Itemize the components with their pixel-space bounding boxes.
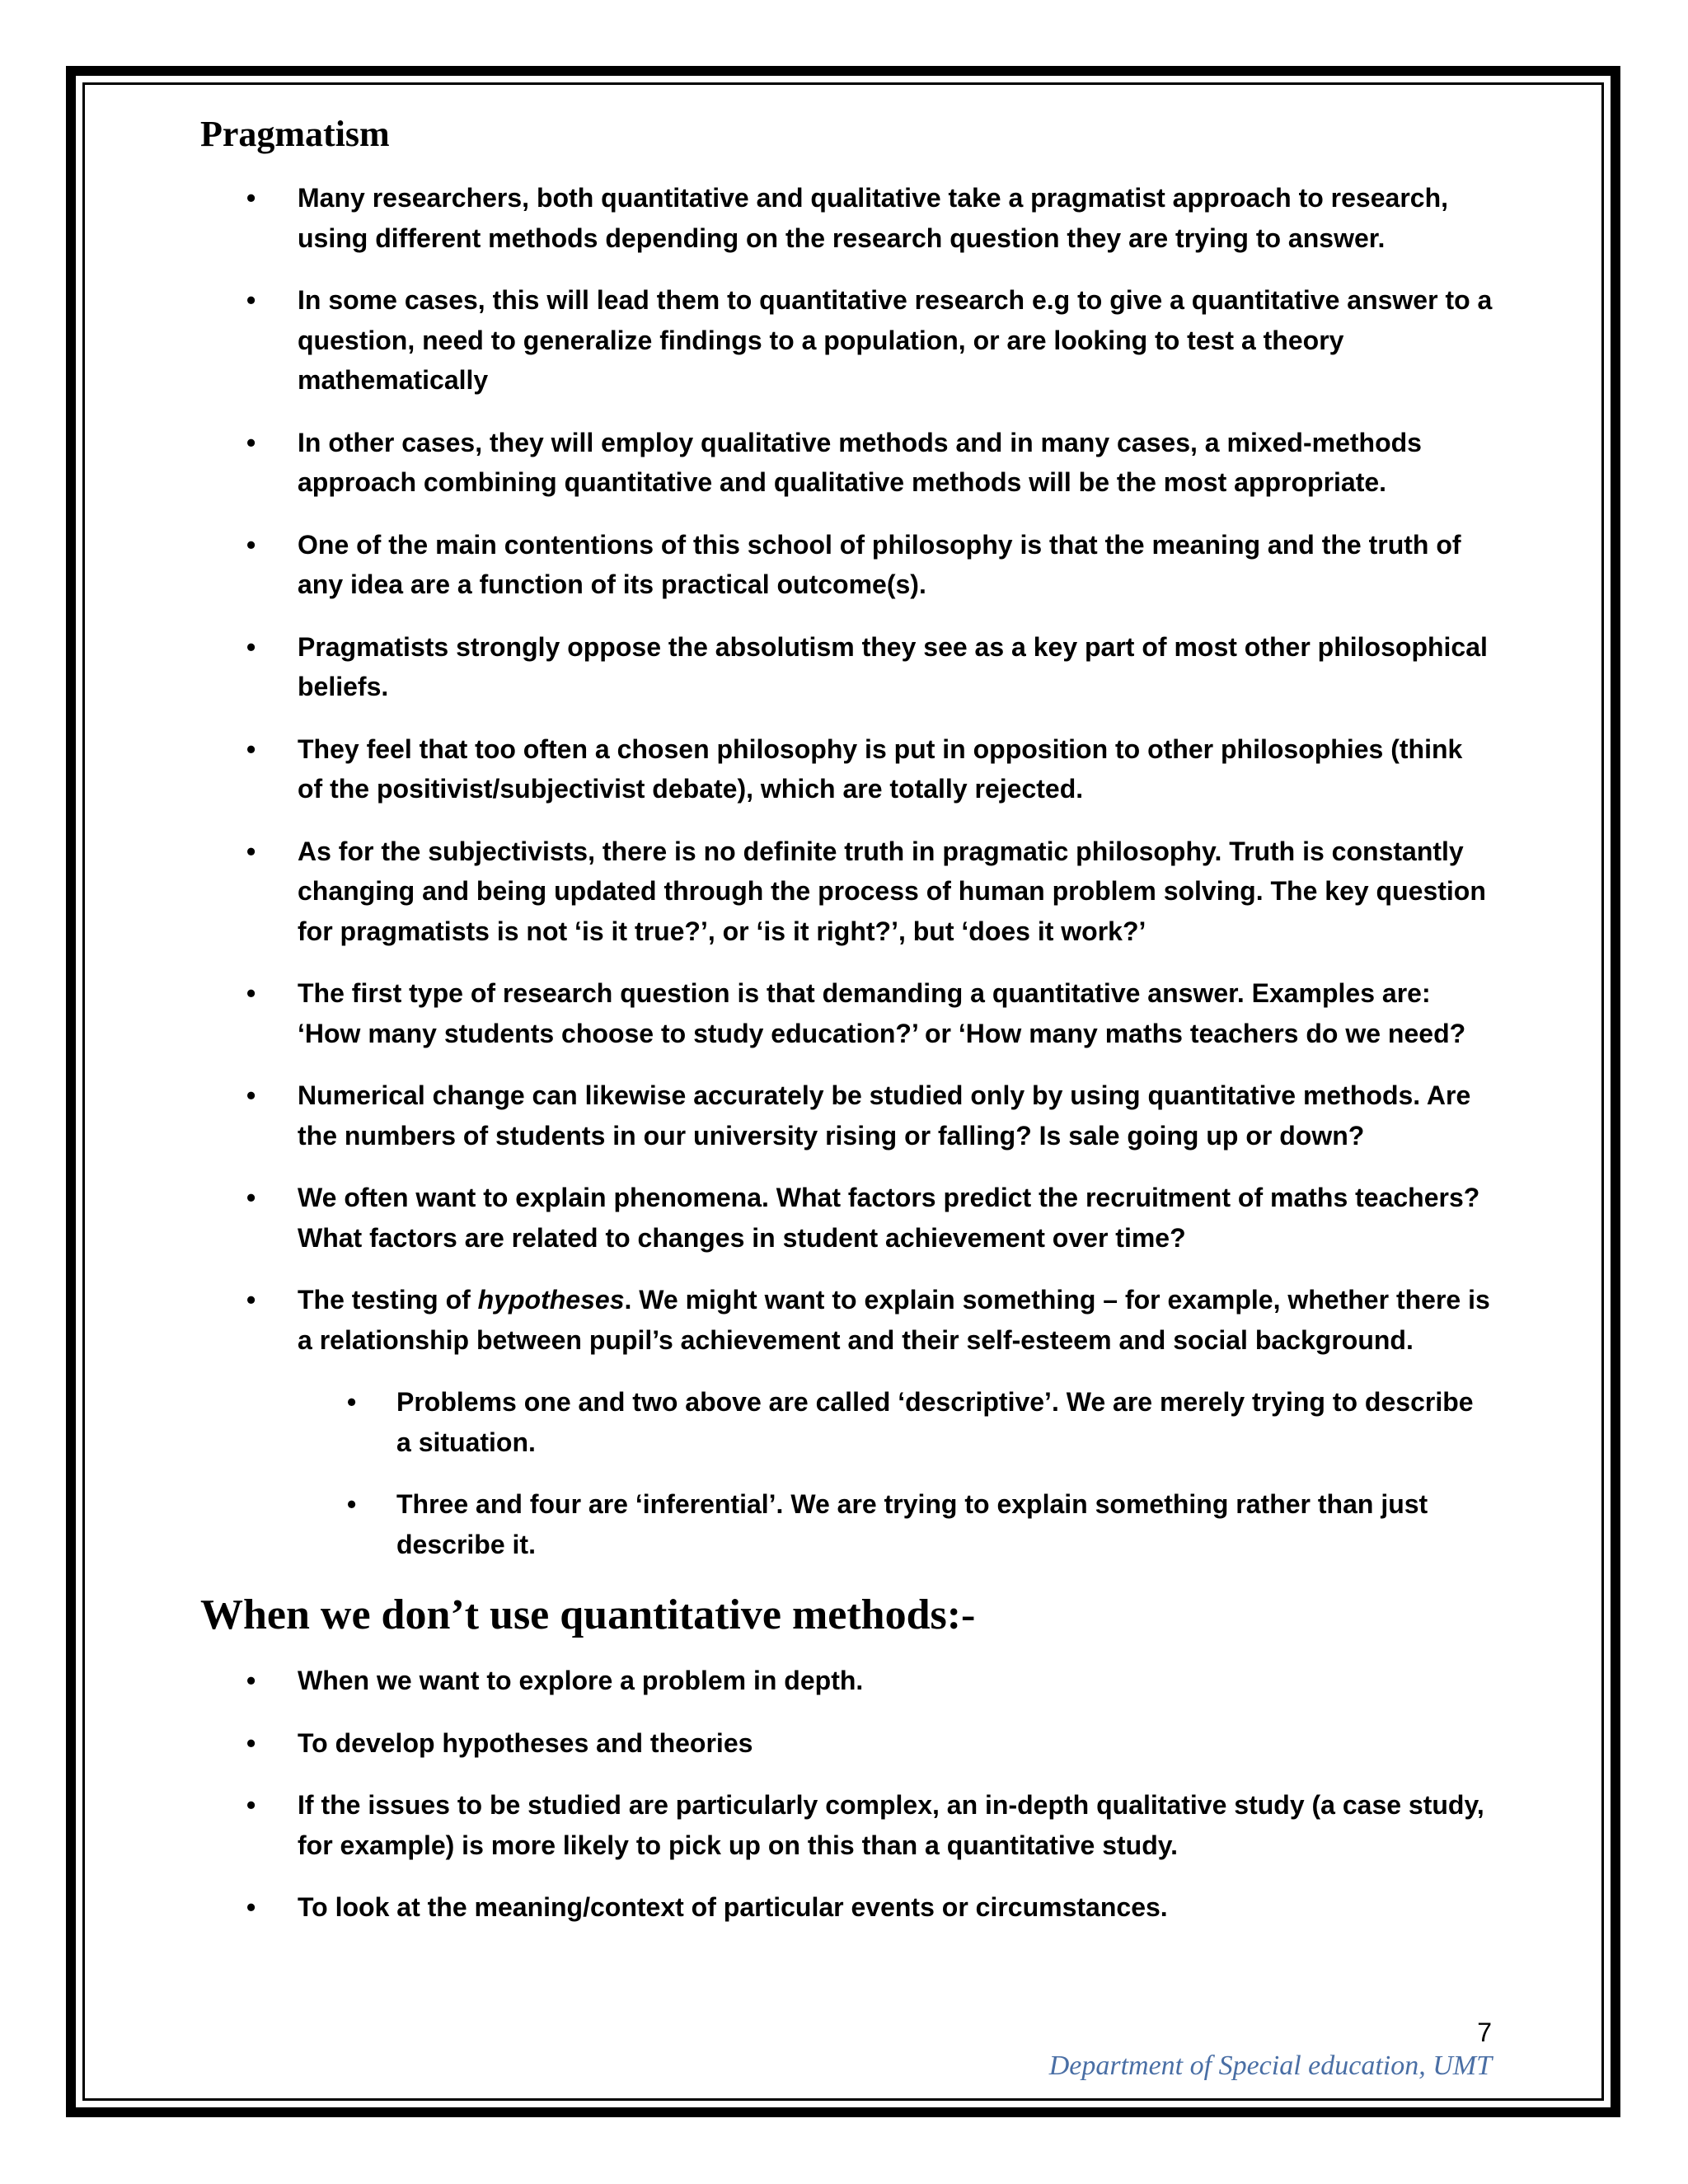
bullet-icon: • (246, 836, 256, 866)
list-item: • As for the subjectivists, there is no definite truth in pragmatic philosophy. Truth is constantly changing and being updated through the process of human problem solving. The key question for pragmatists is not ‘is it true?’, or ‘is it right?’, but ‘does it work?’ (200, 832, 1494, 952)
bullet-icon: • (246, 1666, 256, 1695)
list-item: • In some cases, this will lead them to quantitative research e.g to give a quantitative answer to a question, need to generalize findings to a population, or are looking to test a theory mathematically (200, 280, 1494, 401)
pragmatism-list (200, 178, 1494, 1564)
list-item: • They feel that too often a chosen philosophy is put in opposition to other philosophies (think of the positivist/subjectivist debate), which are totally rejected. (200, 729, 1494, 809)
footer-department: Department of Special education, UMT (1048, 2050, 1492, 2081)
page-number: 7 (1477, 2018, 1492, 2047)
bullet-icon: • (246, 733, 256, 764)
bullet-icon: • (246, 1183, 256, 1212)
bullet-icon: • (246, 1892, 256, 1922)
bullet-icon: • (246, 1285, 256, 1315)
heading-quant-methods: When we don’t use quantitative methods:- (200, 1591, 976, 1638)
list-item-hypotheses: • The testing of hypotheses. We might want to explain something – for example, whether there is a relationship between pupil’s achievement and their self-esteem and social background. (200, 1280, 1494, 1360)
bullet-icon: • (246, 183, 256, 213)
bullet-icon: • (246, 1790, 256, 1820)
sub-list-item: • Problems one and two above are called ‘descriptive’. We are merely trying to describe a situation. (200, 1382, 1494, 1462)
list-item: • Pragmatists strongly oppose the absolutism they see as a key part of most other philosophical beliefs. (200, 627, 1494, 707)
quant-methods-list (200, 1661, 1494, 1928)
list-item: • The first type of research question is that demanding a quantitative answer. Examples are: ‘How many students choose to study education?’ or ‘How many maths teachers do we need? (200, 973, 1494, 1053)
bullet-icon: • (246, 978, 256, 1008)
bullet-icon: • (347, 1489, 357, 1519)
bullet-icon: • (246, 529, 256, 560)
heading-pragmatism: Pragmatism (200, 114, 390, 154)
list-item: • When we want to explore a problem in depth. (200, 1661, 1494, 1701)
page-content (200, 109, 1494, 1950)
bullet-icon: • (246, 285, 256, 315)
bullet-icon: • (347, 1387, 357, 1417)
sub-list-item: • Three and four are ‘inferential’. We are trying to explain something rather than just describe it. (200, 1484, 1494, 1564)
bullet-icon: • (246, 427, 256, 457)
bullet-icon: • (246, 1080, 256, 1110)
list-item: • To develop hypotheses and theories (200, 1723, 1494, 1764)
list-item: • One of the main contentions of this school of philosophy is that the meaning and the truth of any idea are a function of its practical outcome(s). (200, 525, 1494, 605)
bullet-icon: • (246, 1727, 256, 1758)
list-item: • If the issues to be studied are particularly complex, an in-depth qualitative study (a case study, for example) is more likely to pick up on this than a quantitative study. (200, 1785, 1494, 1865)
list-item: • Many researchers, both quantitative and qualitative take a pragmatist approach to research, using different methods depending on the research question they are trying to answer. (200, 178, 1494, 258)
hypotheses-emphasis: hypotheses (477, 1285, 625, 1315)
list-item: • In other cases, they will employ qualitative methods and in many cases, a mixed-methods approach combining quantitative and qualitative methods will be the most appropriate. (200, 423, 1494, 503)
list-item: • To look at the meaning/context of particular events or circumstances. (200, 1887, 1494, 1928)
list-item: • Numerical change can likewise accurately be studied only by using quantitative methods. Are the numbers of students in our university rising or falling? Is sale going up or down? (200, 1076, 1494, 1155)
bullet-icon: • (246, 631, 256, 662)
list-item: • We often want to explain phenomena. What factors predict the recruitment of maths teachers? What factors are related to changes in student achievement over time? (200, 1178, 1494, 1258)
